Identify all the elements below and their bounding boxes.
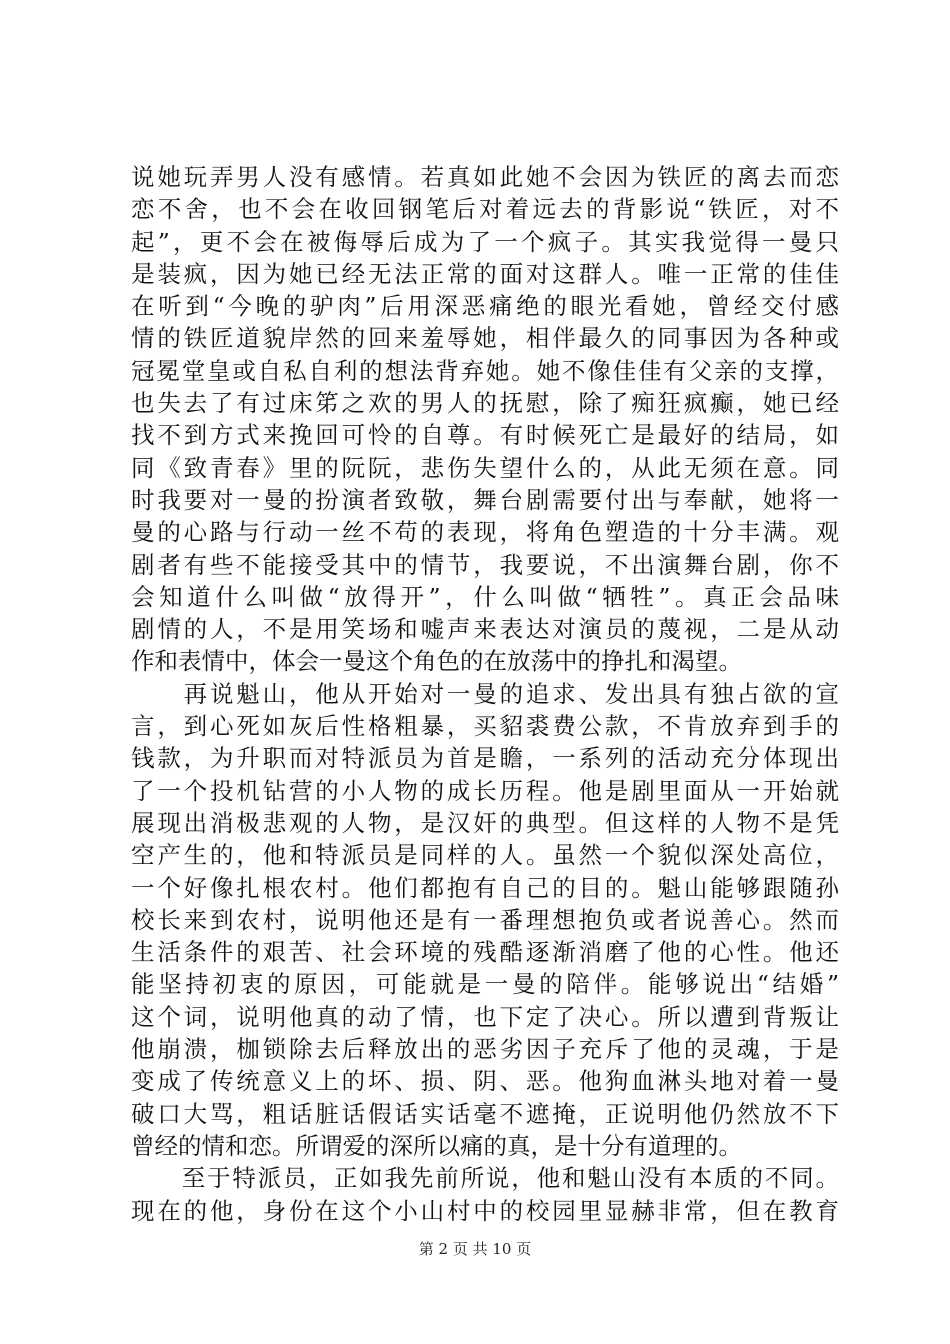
text-line: 情的铁匠道貌岸然的回来羞辱她，相伴最久的同事因为各种或 (131, 324, 839, 353)
text-line: 能坚持初衷的原因，可能就是一曼的陪伴。能够说出“结婚” (131, 970, 839, 999)
text-line: 时我要对一曼的扮演者致敬，舞台剧需要付出与奉献，她将一 (131, 485, 839, 514)
text-line: 他崩溃，枷锁除去后释放出的恶劣因子充斥了他的灵魂，于是 (131, 1035, 839, 1064)
text-line: 同《致青春》里的阮阮，悲伤失望什么的，从此无须在意。同 (131, 453, 839, 482)
text-line: 作和表情中，体会一曼这个角色的在放荡中的挣扎和渴望。 (131, 647, 742, 676)
text-line: 剧者有些不能接受其中的情节，我要说，不出演舞台剧，你不 (131, 550, 839, 579)
text-line: 是装疯，因为她已经无法正常的面对这群人。唯一正常的佳佳 (131, 259, 839, 288)
text-line: 空产生的，他和特派员是同样的人。虽然一个貌似深处高位， (131, 841, 839, 870)
text-line: 这个词，说明他真的动了情，也下定了决心。所以遭到背叛让 (131, 1002, 839, 1031)
text-line: 至于特派员，正如我先前所说，他和魁山没有本质的不同。 (131, 1164, 839, 1193)
text-line: 变成了传统意义上的坏、损、阴、恶。他狗血淋头地对着一曼 (131, 1067, 839, 1096)
text-line: 现在的他，身份在这个小山村中的校园里显赫非常，但在教育 (131, 1196, 839, 1225)
text-line: 找不到方式来挽回可怜的自尊。有时候死亡是最好的结局，如 (131, 421, 839, 450)
text-line: 也失去了有过床笫之欢的男人的抚慰，除了痴狂疯癫，她已经 (131, 389, 839, 418)
text-line: 一个好像扎根农村。他们都抱有自己的目的。魁山能够跟随孙 (131, 873, 839, 902)
text-line: 曾经的情和恋。所谓爱的深所以痛的真，是十分有道理的。 (131, 1131, 742, 1160)
text-line: 生活条件的艰苦、社会环境的残酷逐渐消磨了他的心性。他还 (131, 938, 839, 967)
text-line: 言，到心死如灰后性格粗暴，买貂裘费公款，不肯放弃到手的 (131, 712, 839, 741)
text-line: 曼的心路与行动一丝不苟的表现，将角色塑造的十分丰满。观 (131, 518, 839, 547)
text-line: 展现出消极悲观的人物，是汉奸的典型。但这样的人物不是凭 (131, 808, 839, 837)
text-line: 再说魁山，他从开始对一曼的追求、发出具有独占欲的宣 (131, 679, 839, 708)
page-footer: 第 2 页 共 10 页 (418, 1240, 532, 1258)
text-line: 钱款，为升职而对特派员为首是瞻，一系列的活动充分体现出 (131, 744, 839, 773)
text-line: 剧情的人，不是用笑场和嘘声来表达对演员的蔑视，二是从动 (131, 615, 839, 644)
text-line: 会知道什么叫做“放得开”，什么叫做“牺牲”。真正会品味 (131, 582, 839, 611)
text-line: 说她玩弄男人没有感情。若真如此她不会因为铁匠的离去而恋 (131, 163, 839, 191)
text-line: 了一个投机钻营的小人物的成长历程。他是剧里面从一开始就 (131, 776, 839, 805)
text-line: 破口大骂，粗话脏话假话实话毫不遮掩，正说明他仍然放不下 (131, 1099, 839, 1128)
text-line: 冠冕堂皇或自私自利的想法背弃她。她不像佳佳有父亲的支撑， (131, 356, 839, 385)
text-line: 在听到“今晚的驴肉”后用深恶痛绝的眼光看她，曾经交付感 (131, 292, 839, 321)
text-line: 起”，更不会在被侮辱后成为了一个疯子。其实我觉得一曼只 (131, 227, 839, 256)
body-text (131, 161, 839, 1227)
text-line: 恋不舍，也不会在收回钢笔后对着远去的背影说“铁匠，对不 (131, 195, 839, 224)
text-line: 校长来到农村，说明他还是有一番理想抱负或者说善心。然而 (131, 905, 839, 934)
